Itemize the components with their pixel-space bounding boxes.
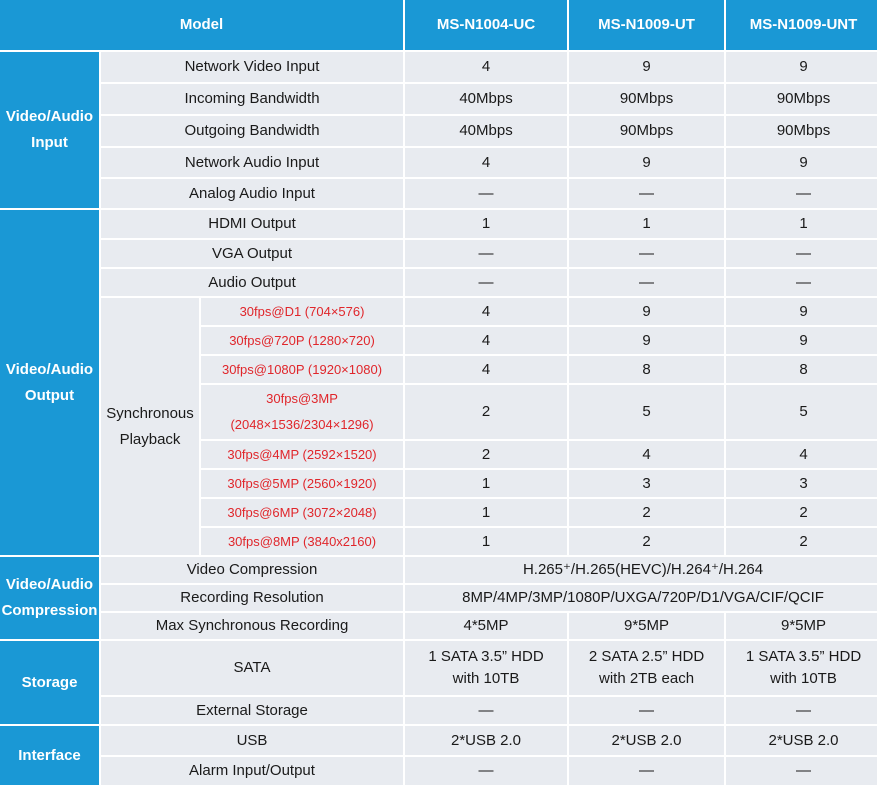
table-row	[0, 210, 877, 238]
cell-value: —	[569, 757, 724, 785]
table-row	[0, 585, 877, 611]
cell-value: 9	[569, 148, 724, 177]
cell-value: 4	[405, 356, 567, 383]
cell-value: 2	[405, 441, 567, 468]
row-label: Video Compression	[101, 557, 403, 583]
row-label: Network Video Input	[101, 52, 403, 82]
cell-value: 2	[569, 499, 724, 526]
row-label: Alarm Input/Output	[101, 757, 403, 785]
cell-value: 9	[726, 298, 877, 325]
table-row	[0, 269, 877, 296]
table-row	[0, 116, 877, 146]
row-label: Network Audio Input	[101, 148, 403, 177]
cell-value: —	[569, 269, 724, 296]
table-row	[0, 641, 877, 695]
cell-value-line: 1 SATA 3.5” HDD	[428, 648, 544, 665]
table-row	[0, 240, 877, 267]
cell-value: H.265⁺/H.265(HEVC)/H.264⁺/H.264	[405, 557, 877, 583]
cell-value: 4	[405, 148, 567, 177]
row-label: Recording Resolution	[101, 585, 403, 611]
table-row	[0, 179, 877, 208]
row-label: Max Synchronous Recording	[101, 613, 403, 639]
table-row	[0, 52, 877, 82]
cell-value: —	[405, 757, 567, 785]
row-label: SATA	[101, 641, 403, 695]
cell-value: 5	[569, 385, 724, 439]
cell-value: 5	[726, 385, 877, 439]
table-row	[0, 557, 877, 583]
cell-value: —	[726, 697, 877, 724]
category-video-audio-output: Video/Audio Output	[0, 210, 99, 555]
row-label: External Storage	[101, 697, 403, 724]
table-row	[0, 697, 877, 724]
row-label: Outgoing Bandwidth	[101, 116, 403, 146]
table-row	[0, 84, 877, 114]
cell-value: —	[569, 697, 724, 724]
cell-value: 4	[726, 441, 877, 468]
cell-value-line: 2 SATA 2.5” HDD	[588, 648, 705, 665]
row-label: 30fps@4MP (2592×1520)	[201, 441, 403, 468]
cell-value: 40Mbps	[405, 116, 567, 146]
synchronous-playback-label: Synchronous Playback	[101, 298, 199, 555]
row-label: Audio Output	[101, 269, 403, 296]
cell-value	[726, 641, 877, 695]
cell-value: 90Mbps	[726, 116, 877, 146]
row-label: Incoming Bandwidth	[101, 84, 403, 114]
cell-value: 4*5MP	[405, 613, 567, 639]
row-label: 30fps@720P (1280×720)	[201, 327, 403, 354]
cell-value: 9*5MP	[569, 613, 724, 639]
cell-value: 8	[726, 356, 877, 383]
cell-value: 4	[405, 327, 567, 354]
cell-value: 9	[726, 148, 877, 177]
cell-value-line: with 10TB	[770, 670, 837, 687]
row-label: HDMI Output	[101, 210, 403, 238]
cell-value: 9*5MP	[726, 613, 877, 639]
cell-value: 90Mbps	[569, 116, 724, 146]
row-label: 30fps@8MP (3840x2160)	[201, 528, 403, 555]
category-storage: Storage	[0, 641, 99, 724]
cell-value: 2	[726, 528, 877, 555]
cell-value: 3	[569, 470, 724, 497]
cell-value: 9	[726, 327, 877, 354]
table-row	[0, 757, 877, 785]
cell-value: 2	[405, 385, 567, 439]
row-label: VGA Output	[101, 240, 403, 267]
cell-value: 40Mbps	[405, 84, 567, 114]
row-label: Analog Audio Input	[101, 179, 403, 208]
cell-value: 3	[726, 470, 877, 497]
model-col3-header: MS-N1009-UNT	[726, 0, 877, 50]
cell-value: 1	[569, 210, 724, 238]
category-interface: Interface	[0, 726, 99, 785]
table-row	[0, 613, 877, 639]
table-row	[0, 298, 877, 325]
cell-value: 2	[569, 528, 724, 555]
model-col1-header: MS-N1004-UC	[405, 0, 567, 50]
cell-value	[569, 641, 724, 695]
cell-value	[405, 641, 567, 695]
cell-value: —	[405, 179, 567, 208]
table-row	[0, 148, 877, 177]
row-label: USB	[101, 726, 403, 755]
cell-value-line: with 10TB	[452, 670, 520, 687]
cell-value: 1	[405, 528, 567, 555]
cell-value: 90Mbps	[726, 84, 877, 114]
cell-value: 9	[569, 52, 724, 82]
cell-value: 90Mbps	[569, 84, 724, 114]
cell-value: —	[405, 240, 567, 267]
cell-value: 2*USB 2.0	[726, 726, 877, 755]
cell-value: —	[569, 179, 724, 208]
category-video-audio-compression: Video/Audio Compression	[0, 557, 99, 639]
cell-value: 2*USB 2.0	[405, 726, 567, 755]
header-row	[0, 0, 877, 50]
row-label-line: (2048×1536/2304×1296)	[230, 417, 374, 432]
row-label: 30fps@D1 (704×576)	[201, 298, 403, 325]
cell-value: 1	[405, 210, 567, 238]
cell-value: —	[405, 697, 567, 724]
cell-value: 8MP/4MP/3MP/1080P/UXGA/720P/D1/VGA/CIF/QCIF	[405, 585, 877, 611]
row-label: 30fps@1080P (1920×1080)	[201, 356, 403, 383]
row-label: 30fps@5MP (2560×1920)	[201, 470, 403, 497]
cell-value-line: with 2TB each	[598, 670, 695, 687]
cell-value: —	[726, 240, 877, 267]
cell-value: 1	[405, 499, 567, 526]
cell-value: —	[726, 179, 877, 208]
cell-value: 9	[569, 298, 724, 325]
cell-value: 1	[405, 470, 567, 497]
cell-value: 2*USB 2.0	[569, 726, 724, 755]
cell-value: 4	[569, 441, 724, 468]
category-video-audio-input: Video/Audio Input	[0, 52, 99, 208]
cell-value: —	[726, 269, 877, 296]
cell-value: 2	[726, 499, 877, 526]
row-label: 30fps@6MP (3072×2048)	[201, 499, 403, 526]
row-label	[201, 385, 403, 439]
cell-value: —	[726, 757, 877, 785]
cell-value: —	[405, 269, 567, 296]
model-header: Model	[0, 0, 403, 50]
cell-value: 9	[726, 52, 877, 82]
cell-value: —	[569, 240, 724, 267]
row-label-line: 30fps@3MP	[266, 391, 338, 406]
model-col2-header: MS-N1009-UT	[569, 0, 724, 50]
cell-value: 4	[405, 52, 567, 82]
cell-value: 9	[569, 327, 724, 354]
cell-value: 8	[569, 356, 724, 383]
cell-value: 1	[726, 210, 877, 238]
table-row	[0, 726, 877, 755]
cell-value: 4	[405, 298, 567, 325]
cell-value-line: 1 SATA 3.5” HDD	[745, 648, 862, 665]
